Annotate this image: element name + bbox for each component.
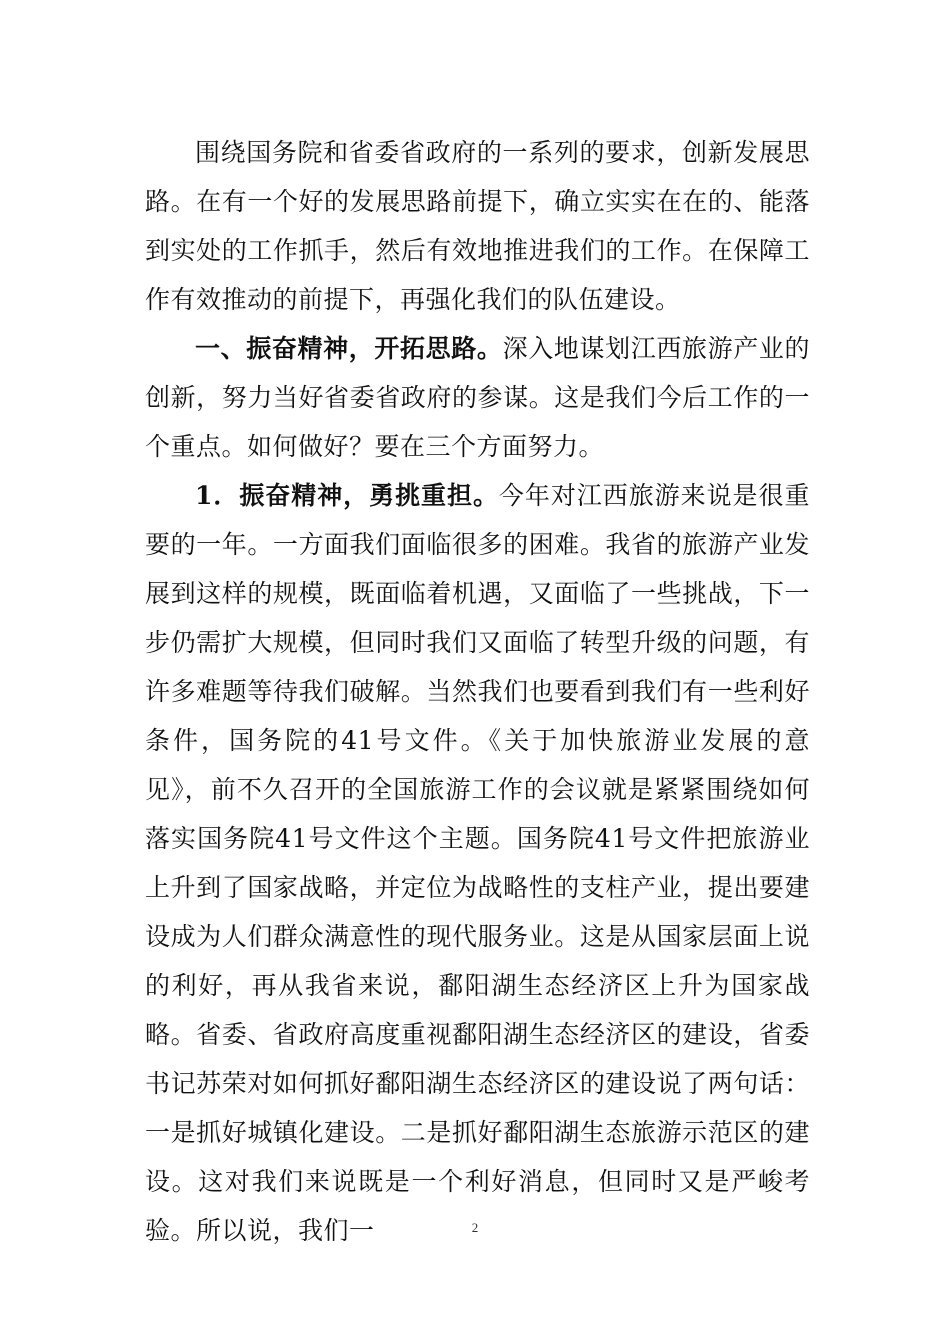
page-number: 2 [471, 1220, 479, 1235]
document-body [145, 128, 810, 1255]
paragraph-intro-text: 围绕国务院和省委省政府的一系列的要求，创新发展思路。在有一个好的发展思路前提下，确立实实在在的、能落到实处的工作抓手，然后有效地推进我们的工作。在保障工作有效推动的前提下，再强化我们的队伍建设。 [145, 138, 810, 314]
item-one-heading: 1．振奋精神，勇挑重担。 [195, 481, 499, 510]
item-one-text: 今年对江西旅游来说是很重要的一年。一方面我们面临很多的困难。我省的旅游产业发展到这样的规模，既面临着机遇，又面临了一些挑战，下一步仍需扩大规模，但同时我们又面临了转型升级的问题，有许多难题等待我们破解。当然我们也要看到我们有一些利好条件，国务院的41号文件。《关于加快旅游业发展的意见》，前不久召开的全国旅游工作的会议就是紧紧围绕如何落实国务院41号文件这个主题。国务院41号文件把旅游业上升到了国家战略，并定位为战略性的支柱产业，提出要建设成为人们群众满意性的现代服务业。这是从国家层面上说的利好，再从我省来说，鄱阳湖生态经济区上升为国家战略。省委、省政府高度重视鄱阳湖生态经济区的建设，省委书记苏荣对如何抓好鄱阳湖生态经济区的建设说了两句话：一是抓好城镇化建设。二是抓好鄱阳湖生态旅游示范区的建设。这对我们来说既是一个利好消息，但同时又是严峻考验。所以说，我们一 [145, 481, 810, 1245]
section-one-text: 深入地谋划江西旅游产业的创新，努力当好省委省政府的参谋。这是我们今后工作的一个重点。如何做好？要在三个方面努力。 [145, 334, 810, 461]
paragraph-intro [145, 128, 810, 324]
paragraph-item-one [145, 471, 810, 1255]
paragraph-section-one [145, 324, 810, 471]
section-one-heading: 一、振奋精神，开拓思路。 [195, 334, 503, 363]
